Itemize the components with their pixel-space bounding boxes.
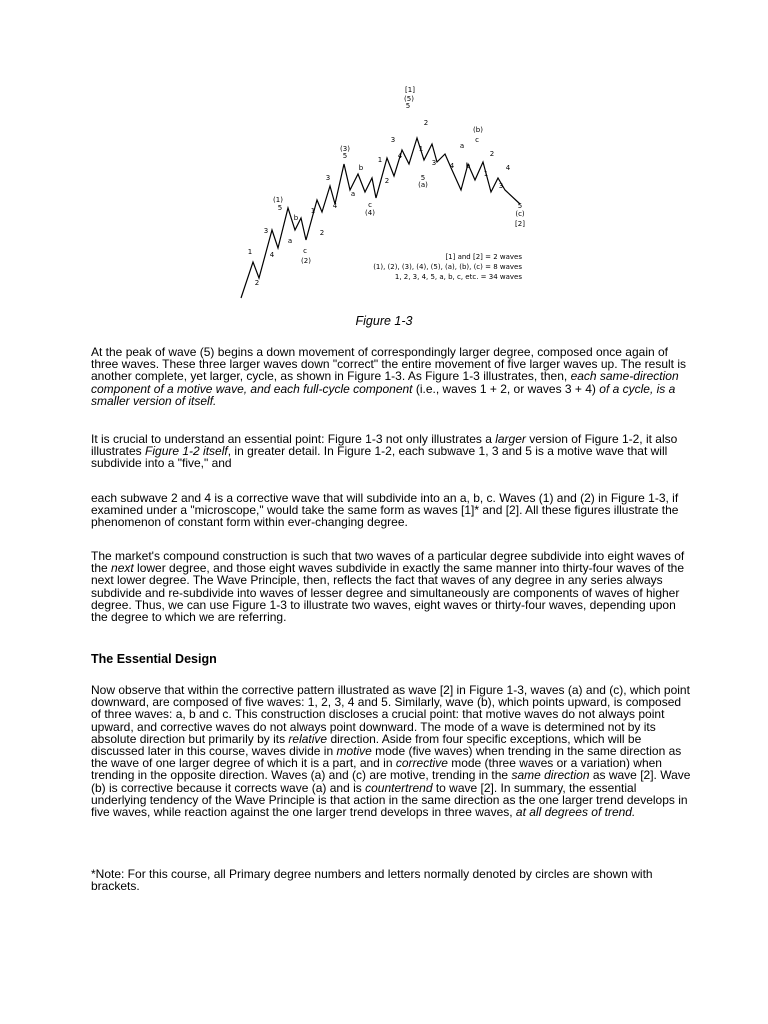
wave-label: [1] (405, 86, 415, 94)
wave-label: 1 (483, 170, 489, 178)
italic-text: each same-direction component of a motive wave, and each full-cycle component (91, 369, 679, 396)
wave-label: (2) (301, 257, 311, 265)
text-run: *Note: For this course, all Primary degree numbers and letters normally denoted by circles are shown with brackets. (91, 867, 653, 894)
text-run: version of Figure 1-2, it also illustrates (91, 432, 678, 459)
legend-line: [1] and [2] = 2 waves (445, 253, 522, 261)
wave-diagram-figure (230, 80, 540, 300)
wave-label: (4) (365, 209, 375, 217)
wave-label: (a) (418, 181, 428, 189)
wave-label: 2 (489, 150, 495, 158)
text-run: direction. Aside from four specific exceptions, which will be discussed later in this course, waves divide in (91, 731, 642, 759)
wave-label: 4 (269, 251, 275, 259)
italic-text: motive (336, 744, 372, 759)
wave-label: c (368, 201, 372, 209)
text-run: (i.e., waves 1 + 2, or waves 3 + 4) (412, 381, 600, 396)
text-run: mode (three waves or a variation) when trending in the opposite direction. Waves (a) and (c) are motive, trending in the (91, 756, 662, 783)
wave-label: c (475, 136, 479, 144)
wave-label: 5 (420, 174, 426, 182)
wave-label: (b) (473, 126, 483, 134)
italic-text: at all degrees of trend. (515, 805, 636, 820)
wave-label: 5 (405, 102, 411, 110)
figure-legend (373, 253, 522, 281)
wave-label: 2 (384, 177, 390, 185)
italic-text: of a cycle, is a smaller version of itself. (91, 381, 676, 408)
italic-text: larger (495, 432, 526, 446)
wave-label: 4 (397, 152, 403, 160)
text-run: , in greater detail. In Figure 1-2, each subwave 1, 3 and 5 is a motive wave that will subdivide into a "five," and (91, 444, 668, 471)
wave-label: c (303, 247, 307, 255)
paragraph (91, 433, 691, 470)
wave-label: (c) (515, 210, 525, 218)
wave-label: 4 (505, 164, 511, 172)
wave-label: 5 (277, 204, 283, 212)
text-run: each subwave 2 and 4 is a corrective wave that will subdivide into an a, b, c. Waves (1) and (2) in Figure 1-3, if examined under a "microscope," would take the same form as waves [1]* and [2]. All these figures illustrate the phenomenon of constant form within ever-changing degree. (91, 491, 679, 530)
wave-label: (5) (404, 95, 414, 103)
figure-caption: Figure 1-3 (355, 314, 413, 328)
wave-label: 2 (254, 279, 260, 287)
italic-text: corrective (395, 756, 448, 771)
text-run: lower degree, and those eight waves subdivide in exactly the same manner into thirty-four waves of the next lower degree. The Wave Principle, then, reflects the fact that waves of any degree in any series always subdivide and re-subdivide into waves of lesser degree and simultaneously are components of waves of higher degree. Thus, we can use Figure 1-3 to illustrate two waves, eight waves or thirty-four waves, depending upon the degree to which we are referring. (91, 561, 684, 625)
wave-label: 3 (498, 182, 504, 190)
wave-label: 4 (449, 162, 455, 170)
text-run: Now observe that within the corrective pattern illustrated as wave [2] in Figure 1-3, waves (a) and (c), which point downward, are composed of five waves: 1, 2, 3, 4 and 5. Similarly, wave (b), which points upward, is composed of three waves: a, b and c. This construction discloses a crucial point: that motive waves do not always point upward, and corrective waves do not always point downward. The mode of a wave is determined not by its absolute direction but primarily by its (91, 683, 690, 746)
wave-label: a (350, 190, 356, 198)
wave-label: a (459, 142, 465, 150)
wave-label: 2 (319, 229, 325, 237)
paragraph (91, 492, 691, 529)
wave-label: 5 (342, 152, 348, 160)
wave-label: [2] (515, 220, 525, 228)
text-run: The market's compound construction is such that two waves of a particular degree subdivide into eight waves of the (91, 549, 685, 576)
wave-label: 1 (418, 145, 424, 153)
wave-diagram-svg (230, 80, 540, 300)
wave-label: a (287, 237, 293, 245)
wave-label: b (465, 162, 471, 170)
text-run: It is crucial to understand an essential point: Figure 1-3 not only illustrates a (91, 432, 496, 446)
text-run: mode (five waves) when trending in the same direction as the wave of one larger degree of which it is a part, and in (91, 744, 682, 771)
text-run: At the peak of wave (5) begins a down movement of correspondingly larger degree, composed once again of three waves. These three larger waves down "correct" the entire movement of five larger waves up. The result is another complete, yet larger, cycle, as shown in Figure 1-3. As Figure 1-3 illustrates, then, (91, 345, 687, 384)
legend-line: (1), (2), (3), (4), (5), (a), (b), (c) = 8 waves (373, 263, 522, 271)
wave-label: 1 (377, 156, 383, 164)
paragraph (91, 684, 691, 818)
wave-label: (1) (273, 196, 283, 204)
wave-label: 2 (423, 119, 429, 127)
wave-label: 3 (325, 174, 331, 182)
wave-label: (3) (340, 145, 350, 153)
wave-label: 3 (390, 136, 396, 144)
wave-label: 3 (263, 227, 269, 235)
paragraph (91, 346, 691, 407)
wave-label: 3 (431, 159, 437, 167)
italic-text: next (111, 561, 134, 576)
italic-text: relative (288, 731, 328, 746)
italic-text: countertrend (365, 780, 433, 795)
text-run: to wave [2]. In summary, the essential underlying tendency of the Wave Principle is that action in the same direction as the one larger trend develops in five waves, while reaction against the one larger trend develops in three waves, (91, 780, 688, 820)
wave-label: 4 (332, 202, 338, 210)
wave-label: 1 (247, 248, 253, 256)
section-heading: The Essential Design (91, 652, 217, 666)
wave-label: b (293, 214, 299, 222)
italic-text: Figure 1-2 itself (145, 444, 228, 459)
wave-label: 1 (310, 207, 316, 215)
footnote (91, 868, 691, 892)
wave-label: 5 (517, 202, 523, 210)
legend-line: 1, 2, 3, 4, 5, a, b, c, etc. = 34 waves (394, 273, 522, 281)
italic-text: same direction (511, 768, 590, 783)
text-run: as wave [2]. Wave (b) is corrective because it corrects wave (a) and is (91, 768, 691, 795)
wave-label: b (358, 164, 364, 172)
paragraph (91, 550, 691, 623)
